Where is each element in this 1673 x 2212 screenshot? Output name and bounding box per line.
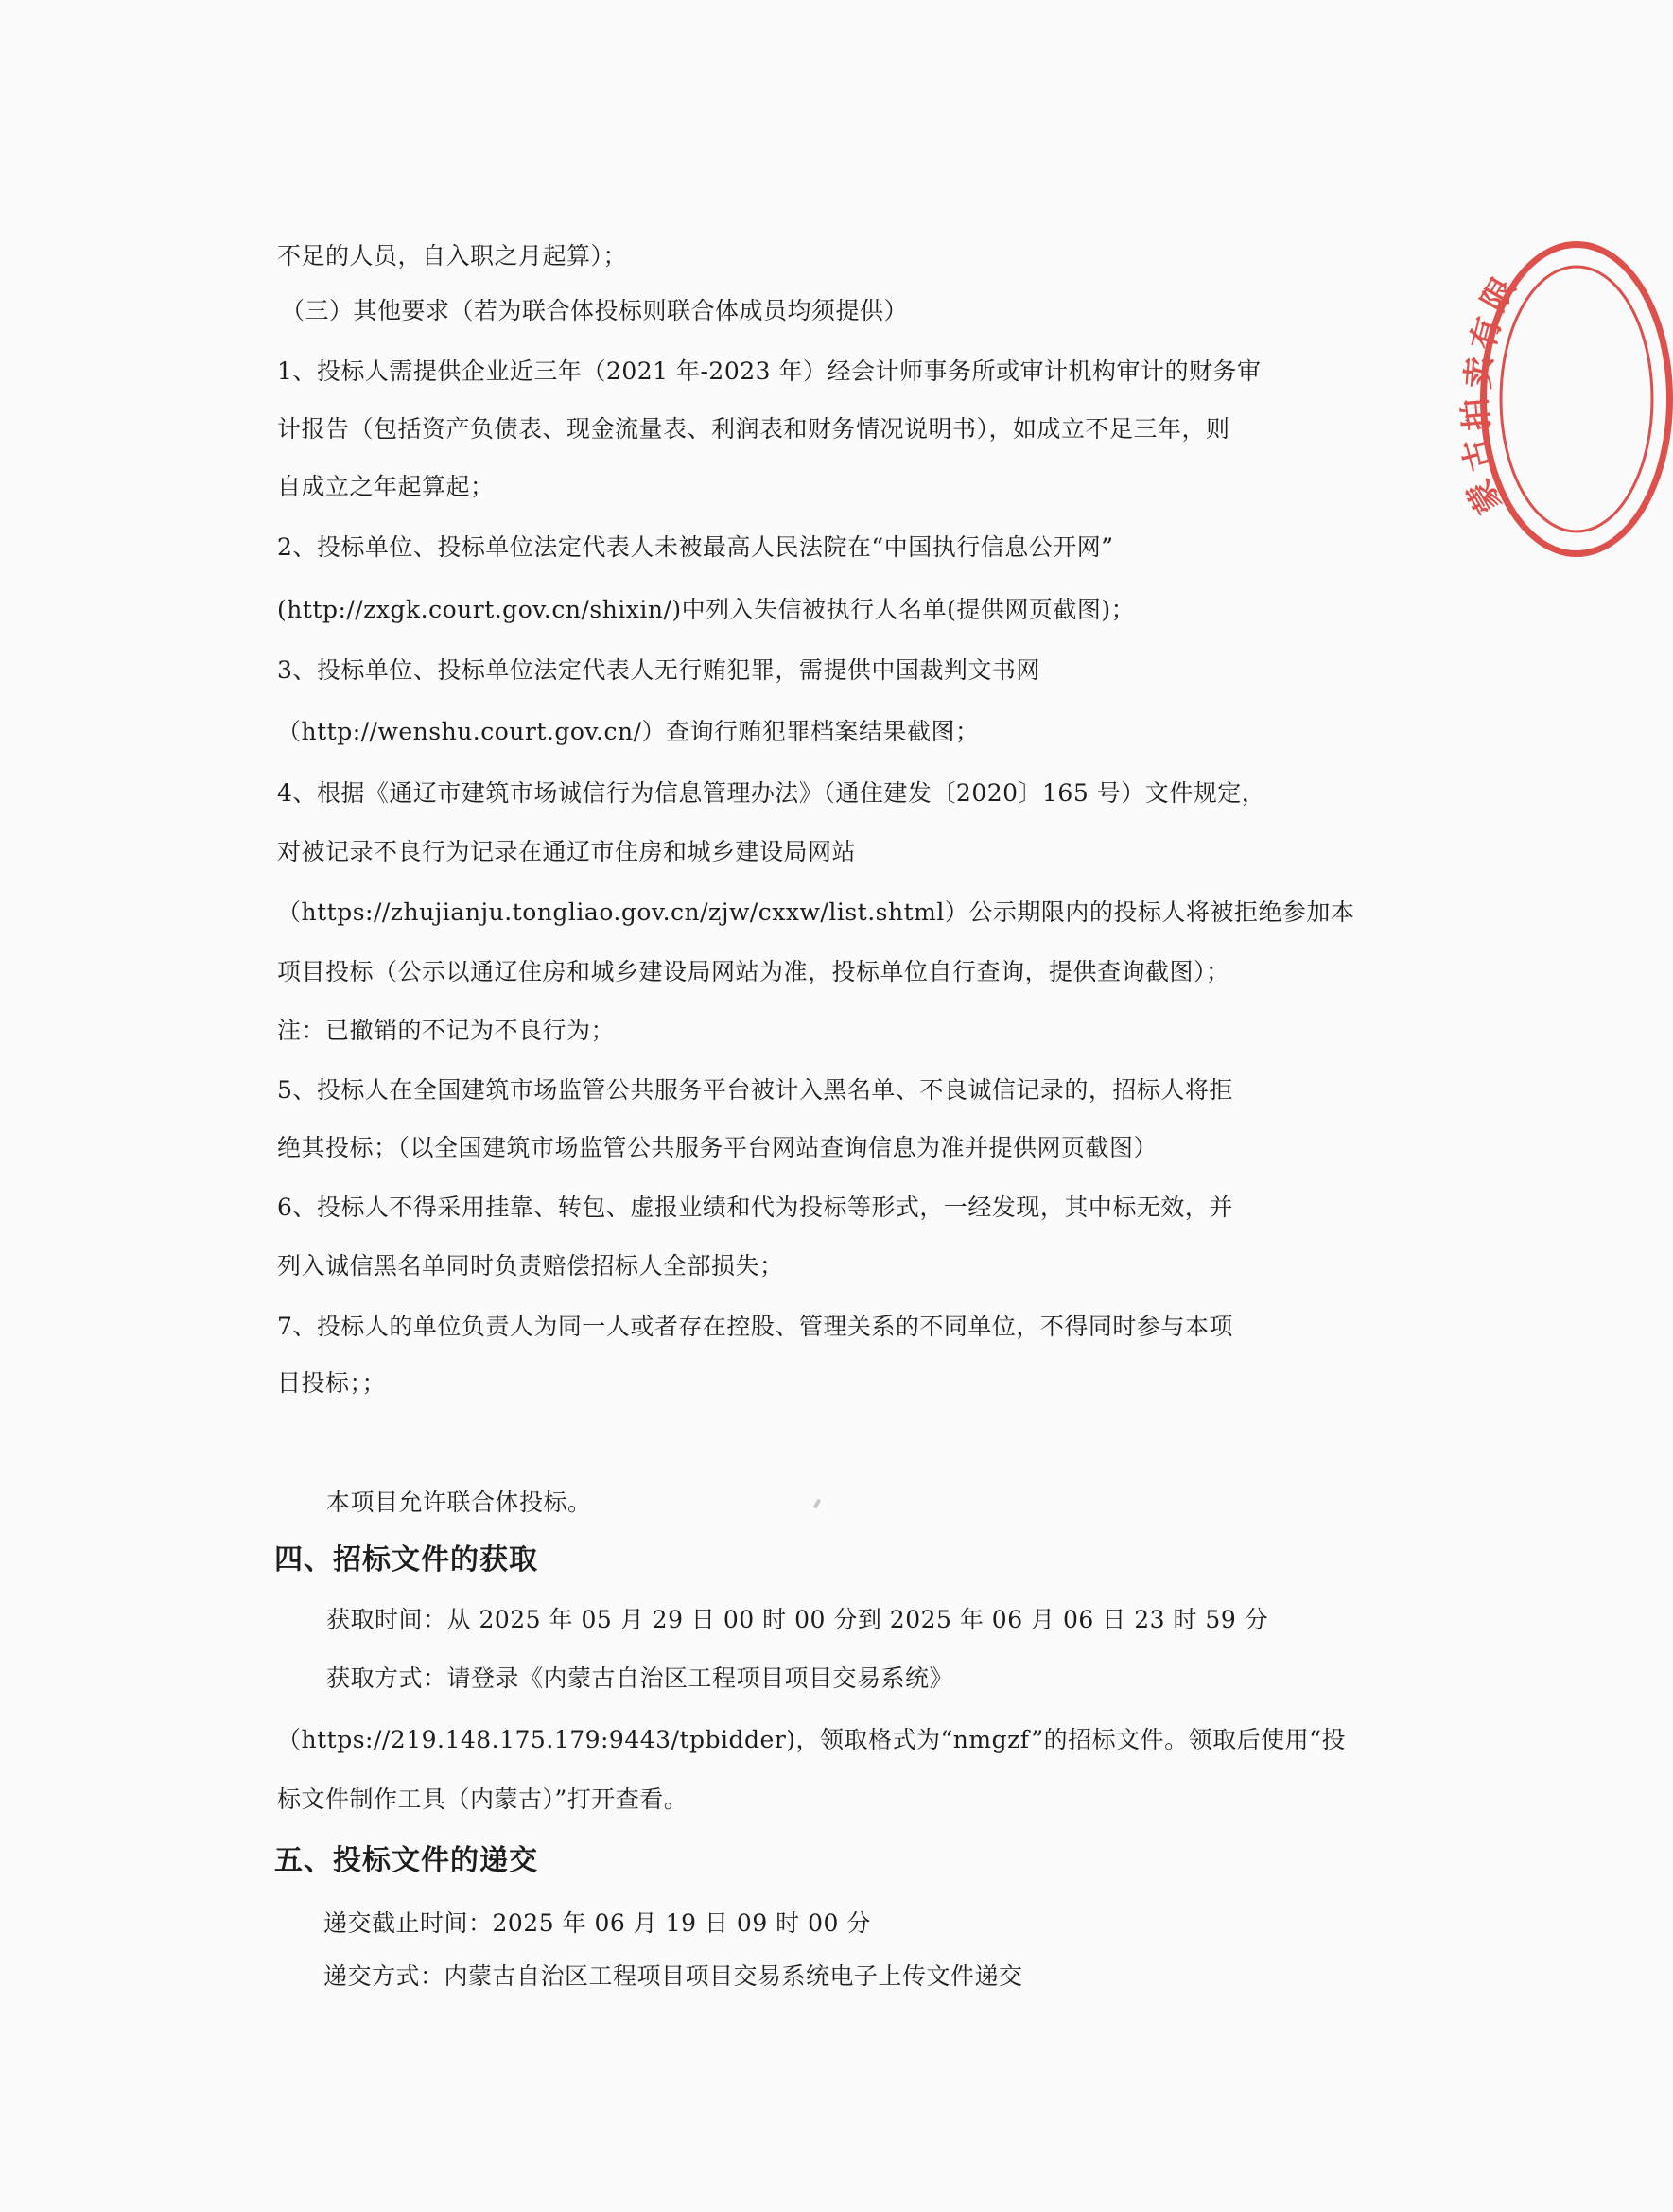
svg-text:拍: 拍: [1456, 396, 1497, 432]
text-line: 列入诚信黑名单同时负责赔偿招标人全部损失；: [277, 1252, 784, 1280]
text-line: 注：已撤销的不记为不良行为；: [277, 1017, 616, 1044]
text-line: 获取时间：从 2025 年 05 月 29 日 00 时 00 分到 2025 年 06 月 06 日 23 时 59 分: [326, 1606, 1269, 1633]
text-line: 递交截止时间：2025 年 06 月 19 日 09 时 00 分: [323, 1909, 871, 1937]
svg-text:古: 古: [1455, 433, 1501, 476]
text-line: 5、投标人在全国建筑市场监管公共服务平台被计入黑名单、不良诚信记录的，招标人将拒: [277, 1076, 1233, 1104]
text-line: 3、投标单位、投标单位法定代表人无行贿犯罪，需提供中国裁判文书网: [277, 656, 1040, 684]
text-line: 绝其投标；（以全国建筑市场监管公共服务平台网站查询信息为准并提供网页截图）: [277, 1134, 1159, 1161]
text-line: 1、投标人需提供企业近三年（2021 年-2023 年）经会计师事务所或审计机构审计的财务审: [277, 357, 1262, 385]
text-line: 标文件制作工具（内蒙古）”打开查看。: [277, 1785, 688, 1813]
text-line: (http://zxgk.court.gov.cn/shixin/)中列入失信被执行人名单(提供网页截图)；: [277, 596, 1136, 623]
section-heading: 四、招标文件的获取: [274, 1543, 538, 1576]
svg-text:限: 限: [1474, 271, 1524, 319]
text-line: （http://wenshu.court.gov.cn/）查询行贿犯罪档案结果截图；: [277, 718, 980, 745]
text-line: 项目投标（公示以通辽住房和城乡建设局网站为准，投标单位自行查询，提供查询截图）；: [277, 958, 1230, 985]
company-seal-stamp: [1455, 241, 1673, 557]
text-line: 计报告（包括资产负债表、现金流量表、利润表和财务情况说明书），如成立不足三年，则: [277, 415, 1230, 443]
svg-text:蒙: 蒙: [1460, 473, 1509, 520]
text-line: 不足的人员，自入职之月起算）；: [277, 242, 628, 270]
text-line: 递交方式：内蒙古自治区工程项目项目交易系统电子上传文件递交: [323, 1962, 1023, 1990]
text-line: 2、投标单位、投标单位法定代表人未被最高人民法院在“中国执行信息公开网”: [277, 533, 1114, 561]
text-line: （https://zhujianju.tongliao.gov.cn/zjw/cxxw/list.shtml）公示期限内的投标人将被拒绝参加本: [277, 898, 1355, 926]
svg-text:卖: 卖: [1459, 355, 1500, 391]
svg-text:有: 有: [1464, 313, 1509, 355]
text-line: 本项目允许联合体投标。: [326, 1489, 592, 1516]
text-line: 4、根据《通辽市建筑市场诚信行为信息管理办法》（通住建发〔2020〕165 号）文件规定，: [277, 779, 1266, 807]
section-subheading: （三）其他要求（若为联合体投标则联合体成员均须提供）: [281, 297, 909, 324]
section-heading: 五、投标文件的递交: [274, 1844, 538, 1877]
text-line: 6、投标人不得采用挂靠、转包、虚报业绩和代为投标等形式，一经发现，其中标无效，并: [277, 1193, 1233, 1221]
text-line: 7、投标人的单位负责人为同一人或者存在控股、管理关系的不同单位，不得同时参与本项: [277, 1313, 1233, 1340]
text-line: 对被记录不良行为记录在通辽市住房和城乡建设局网站: [277, 838, 857, 865]
scan-speck: [813, 1499, 821, 1509]
text-line: 自成立之年起算起；: [277, 473, 495, 500]
text-line: 目投标；；: [277, 1369, 387, 1397]
text-line: （https://219.148.175.179:9443/tpbidder)，领取格式为“nmgzf”的招标文件。领取后使用“投: [277, 1726, 1346, 1753]
text-line: 获取方式：请登录《内蒙古自治区工程项目项目交易系统》: [326, 1664, 954, 1692]
seal-ring: [1455, 248, 1666, 550]
